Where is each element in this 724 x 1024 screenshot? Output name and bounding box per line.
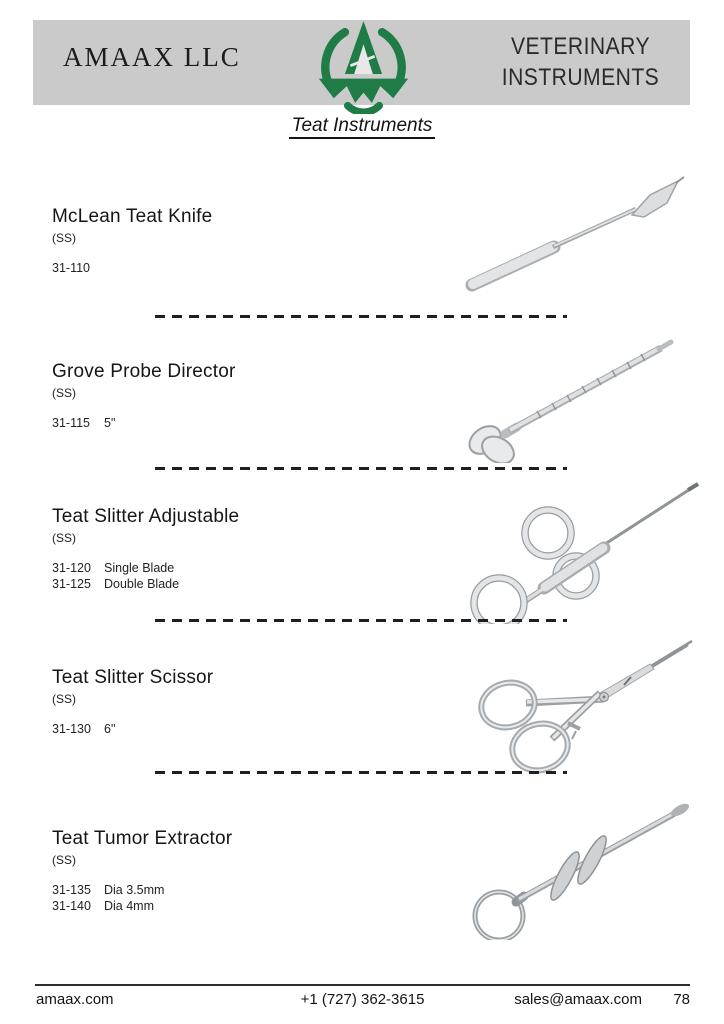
variant-code: 31-130 (52, 722, 91, 736)
product-section-teat-slitter-scissor (52, 667, 412, 736)
separator (155, 619, 567, 622)
catalog-tagline (486, 31, 675, 93)
amaax-logo-icon (317, 21, 410, 115)
variant-code: 31-140 (52, 899, 91, 913)
separator (155, 315, 567, 318)
product-image-mclean-teat-knife (450, 175, 700, 295)
variant-desc: 6" (104, 722, 116, 736)
footer-website: amaax.com (36, 991, 114, 1008)
variant-desc: Double Blade (104, 577, 180, 591)
footer-email: sales@amaax.com (514, 991, 642, 1008)
variant-list (52, 722, 412, 736)
product-section-mclean-teat-knife (52, 206, 412, 275)
product-title: McLean Teat Knife (52, 206, 213, 227)
product-image-teat-slitter-scissor (452, 633, 700, 775)
tagline-line-2: INSTRUMENTS (501, 64, 660, 91)
variant-code: 31-110 (52, 261, 90, 275)
variant-list (52, 883, 412, 913)
footer-rule (35, 984, 690, 986)
product-title: Grove Probe Director (52, 361, 236, 382)
variant-desc: 5" (104, 416, 116, 430)
product-material: (SS) (52, 531, 76, 545)
variant-row (52, 899, 412, 913)
product-material: (SS) (52, 231, 76, 245)
footer (35, 991, 690, 1013)
product-title: Teat Slitter Scissor (52, 667, 214, 688)
product-section-teat-tumor-extractor (52, 828, 412, 913)
product-image-grove-probe-director (445, 328, 695, 463)
page-number: 78 (673, 991, 690, 1008)
separator (155, 467, 567, 470)
variant-list (52, 261, 412, 275)
variant-row (52, 722, 412, 736)
variant-code: 31-135 (52, 883, 91, 897)
footer-phone: +1 (727) 362-3615 (300, 991, 425, 1008)
section-title-text: Teat Instruments (289, 115, 436, 139)
product-material: (SS) (52, 853, 76, 867)
product-material: (SS) (52, 692, 76, 706)
variant-row (52, 883, 412, 897)
variant-desc: Single Blade (104, 561, 175, 575)
tagline-line-1: VETERINARY (511, 33, 650, 60)
company-name: AMAAX LLC (63, 42, 241, 72)
variant-list (52, 416, 412, 430)
product-section-teat-slitter-adjustable (52, 506, 412, 591)
product-material: (SS) (52, 386, 76, 400)
product-image-teat-slitter-adjustable (452, 476, 704, 624)
variant-row (52, 416, 412, 430)
product-title: Teat Tumor Extractor (52, 828, 233, 849)
variant-code: 31-120 (52, 561, 91, 575)
separator (155, 771, 567, 774)
variant-desc: Dia 3.5mm (104, 883, 165, 897)
product-title: Teat Slitter Adjustable (52, 506, 240, 527)
product-section-grove-probe-director (52, 361, 412, 430)
section-title (0, 115, 724, 137)
variant-row (52, 577, 412, 591)
variant-row (52, 261, 412, 275)
variant-code: 31-115 (52, 416, 90, 430)
variant-list (52, 561, 412, 591)
product-image-teat-tumor-extractor (452, 790, 704, 940)
variant-row (52, 561, 412, 575)
variant-code: 31-125 (52, 577, 91, 591)
variant-desc: Dia 4mm (104, 899, 155, 913)
